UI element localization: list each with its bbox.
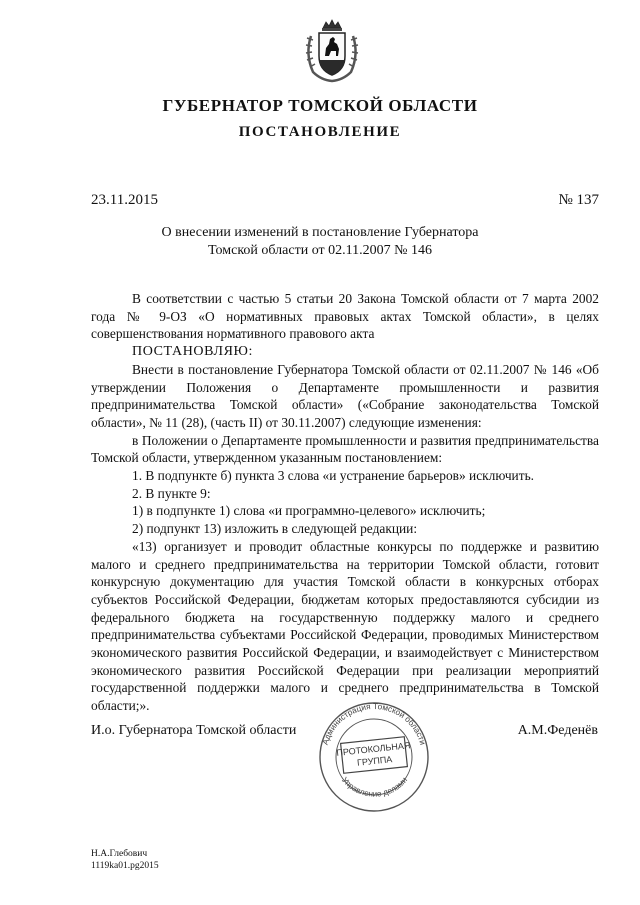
- footer-author: Н.А.Глебович: [91, 849, 148, 859]
- preamble-paragraph: В соответствии с частью 5 статьи 20 Закона Томской области от 7 марта 2002 года № 9-ОЗ «О нормативных правовых актах Томской области», в целях совершенствования нормативного правового акта: [91, 291, 599, 342]
- body-paragraph: 1) в подпункте 1) слова «и программно-целевого» исключить;: [132, 503, 486, 519]
- official-stamp: [312, 700, 437, 814]
- document-number: № 137: [558, 192, 599, 208]
- signatory-position: И.о. Губернатора Томской области: [91, 723, 297, 738]
- decree-word: ПОСТАНОВЛЯЮ:: [132, 344, 254, 360]
- stamp-center-line-1: ПРОТОКОЛЬНАЯ: [335, 740, 411, 758]
- document-date: 23.11.2015: [91, 192, 158, 208]
- signatory-name: А.М.Феденёв: [517, 723, 598, 738]
- body-paragraph: Внести в постановление Губернатора Томской области от 02.11.2007 № 146 «Об утверждении Положения о Департаменте промышленности и развития предпринимательства Томской области» («Собрание законодательства Томской области», № 11 (28), (часть II) от 30.11.2007) следующие изменения:: [91, 361, 599, 430]
- footer-file: 1119ka01.pg2015: [91, 861, 159, 871]
- stamp-graphic: [312, 700, 437, 814]
- body-paragraph: 2. В пункте 9:: [132, 485, 211, 501]
- stamp-ring-bottom-text: Управление делами: [339, 775, 410, 799]
- subject-line-1: О внесении изменений в постановление Губернатора: [161, 225, 479, 240]
- document-subject: [100, 224, 540, 260]
- tomsk-coat-of-arms-icon: [301, 18, 363, 84]
- svg-text:Управление делами: [340, 776, 409, 799]
- body-paragraph: в Положении о Департаменте промышленности и развития предпринимательства Томской области, утвержденном указанным постановлением:: [91, 432, 599, 466]
- coat-of-arms-graphic: [301, 18, 363, 84]
- body-paragraph: 2) подпункт 13) изложить в следующей редакции:: [132, 521, 418, 537]
- organization-title: ГУБЕРНАТОР ТОМСКОЙ ОБЛАСТИ: [162, 96, 478, 115]
- document-body: [91, 290, 599, 715]
- stamp-ring-top-text: Администрация Томской области: [320, 701, 428, 746]
- stamp-center-line-2: ГРУППА: [356, 754, 393, 768]
- document-type: ПОСТАНОВЛЕНИЕ: [238, 124, 402, 140]
- body-paragraph: «13) организует и проводит областные конкурсы по поддержке и развитию малого и среднего предпринимательства на территории Томской области, готовит конкурсную документацию для участия Томской области в конкурсных отборах субъектов Российской Федерации, бюджетам которых предоставляются субсидии из федерального бюджета на государственную поддержку малого и среднего предпринимательства субъектами Российской Федерации, проводимых Министерством экономического развития Российской Федерации, и взаимодействует с Министерством экономического развития Российской Федерации при реализации мероприятий государственной поддержки малого и среднего предпринимательства в Томской области;».: [91, 538, 599, 714]
- body-paragraph: 1. В подпункте б) пункта 3 слова «и устранение барьеров» исключить.: [132, 468, 535, 484]
- footer-info: [91, 848, 159, 872]
- subject-line-2: Томской области от 02.11.2007 № 146: [208, 243, 432, 258]
